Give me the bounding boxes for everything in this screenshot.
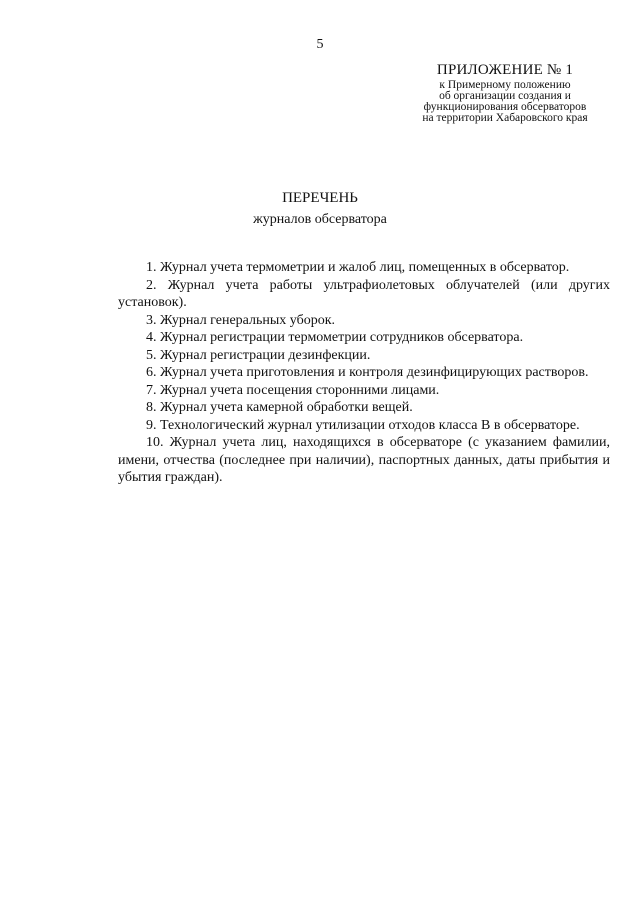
list-item: 7. Журнал учета посещения сторонними лицами. <box>146 382 440 398</box>
list-item: 2. Журнал учета работы ультрафиолетовых облучателей (или других установок). <box>118 277 610 310</box>
list-item: 10. Журнал учета лиц, находящихся в обсерваторе (с указанием фамилии, имени, отчества (последнее при наличии), паспортных данных, даты прибытия и убытия граждан). <box>118 435 610 485</box>
list-item: 8. Журнал учета камерной обработки вещей. <box>146 400 413 415</box>
appendix-line: об организации создания и <box>439 90 571 102</box>
appendix-line: к Примерному положению <box>439 79 571 91</box>
list-item: 9. Технологический журнал утилизации отходов класса В в обсерваторе. <box>146 417 580 433</box>
document-heading <box>0 188 640 230</box>
appendix-title: ПРИЛОЖЕНИЕ № 1 <box>436 62 574 78</box>
journal-list <box>118 259 610 487</box>
list-item: 1. Журнал учета термометрии и жалоб лиц, помещенных в обсерватор. <box>146 260 570 275</box>
list-item: 4. Журнал регистрации термометрии сотрудников обсерватора. <box>146 330 524 345</box>
page-number: 5 <box>316 37 324 52</box>
list-item: 3. Журнал генеральных уборок. <box>146 312 335 328</box>
document-subtitle: журналов обсерватора <box>253 212 387 227</box>
appendix-block <box>400 60 610 124</box>
list-item: 6. Журнал учета приготовления и контроля дезинфицирующих растворов. <box>146 365 589 380</box>
list-item: 5. Журнал регистрации дезинфекции. <box>146 347 371 363</box>
appendix-line: на территории Хабаровского края <box>422 112 588 124</box>
appendix-line: функционирования обсерваторов <box>423 101 587 113</box>
document-title: ПЕРЕЧЕНЬ <box>282 190 358 206</box>
